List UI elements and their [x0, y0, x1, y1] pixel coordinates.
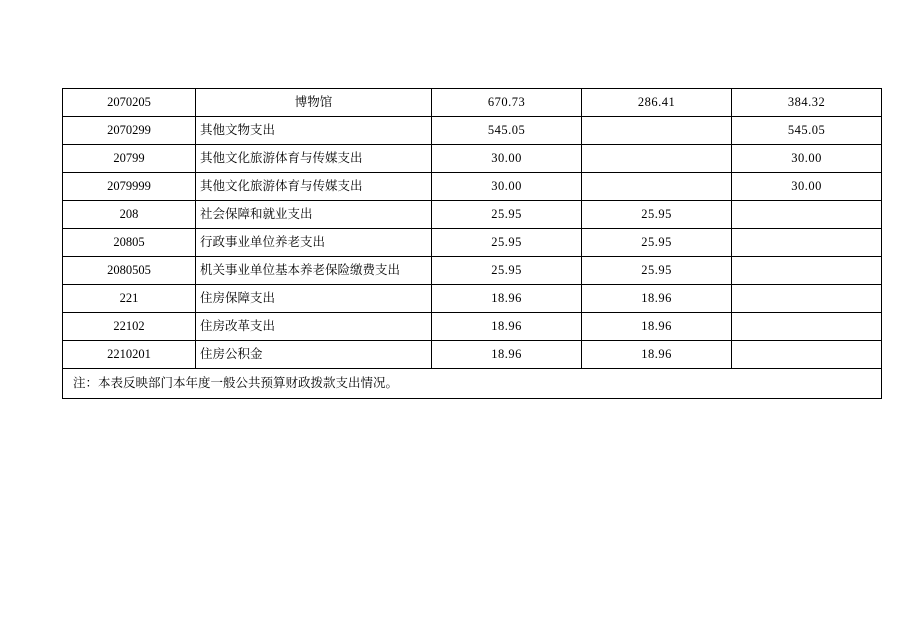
table-row — [63, 341, 882, 369]
table-row — [63, 257, 882, 285]
cell-project — [732, 229, 882, 257]
cell-basic: 18.96 — [582, 285, 732, 313]
cell-project: 384.32 — [732, 89, 882, 117]
table-note: 注：本表反映部门本年度一般公共预算财政拨款支出情况。 — [63, 369, 882, 399]
table-row — [63, 201, 882, 229]
cell-code: 20799 — [63, 145, 196, 173]
cell-basic — [582, 145, 732, 173]
cell-code: 2070205 — [63, 89, 196, 117]
cell-name: 住房改革支出 — [196, 313, 432, 341]
table-row — [63, 145, 882, 173]
cell-basic: 18.96 — [582, 313, 732, 341]
table-row — [63, 117, 882, 145]
table-row — [63, 89, 882, 117]
cell-basic: 286.41 — [582, 89, 732, 117]
cell-total: 25.95 — [432, 257, 582, 285]
cell-project — [732, 313, 882, 341]
cell-total: 25.95 — [432, 229, 582, 257]
cell-basic: 18.96 — [582, 341, 732, 369]
cell-name: 其他文化旅游体育与传媒支出 — [196, 145, 432, 173]
cell-basic — [582, 117, 732, 145]
cell-code: 2080505 — [63, 257, 196, 285]
cell-code: 221 — [63, 285, 196, 313]
cell-basic: 25.95 — [582, 229, 732, 257]
table-row — [63, 285, 882, 313]
cell-total: 670.73 — [432, 89, 582, 117]
cell-total: 18.96 — [432, 341, 582, 369]
cell-project: 30.00 — [732, 145, 882, 173]
cell-code: 2079999 — [63, 173, 196, 201]
cell-code: 208 — [63, 201, 196, 229]
cell-code: 20805 — [63, 229, 196, 257]
cell-code: 2210201 — [63, 341, 196, 369]
table-row — [63, 173, 882, 201]
cell-total: 25.95 — [432, 201, 582, 229]
cell-name: 其他文物支出 — [196, 117, 432, 145]
cell-project — [732, 201, 882, 229]
table-body — [63, 89, 882, 399]
cell-basic: 25.95 — [582, 257, 732, 285]
cell-name: 住房公积金 — [196, 341, 432, 369]
table-note-row — [63, 369, 882, 399]
table-row — [63, 313, 882, 341]
cell-project — [732, 285, 882, 313]
budget-expenditure-table — [62, 88, 882, 399]
cell-name: 其他文化旅游体育与传媒支出 — [196, 173, 432, 201]
cell-name: 博物馆 — [196, 89, 432, 117]
cell-code: 2070299 — [63, 117, 196, 145]
cell-total: 30.00 — [432, 145, 582, 173]
cell-basic — [582, 173, 732, 201]
cell-name: 社会保障和就业支出 — [196, 201, 432, 229]
cell-project — [732, 257, 882, 285]
cell-name: 住房保障支出 — [196, 285, 432, 313]
table-row — [63, 229, 882, 257]
cell-code: 22102 — [63, 313, 196, 341]
cell-total: 30.00 — [432, 173, 582, 201]
cell-total: 18.96 — [432, 285, 582, 313]
cell-name: 行政事业单位养老支出 — [196, 229, 432, 257]
cell-total: 545.05 — [432, 117, 582, 145]
cell-total: 18.96 — [432, 313, 582, 341]
cell-project — [732, 341, 882, 369]
cell-name: 机关事业单位基本养老保险缴费支出 — [196, 257, 432, 285]
cell-basic: 25.95 — [582, 201, 732, 229]
cell-project: 30.00 — [732, 173, 882, 201]
cell-project: 545.05 — [732, 117, 882, 145]
